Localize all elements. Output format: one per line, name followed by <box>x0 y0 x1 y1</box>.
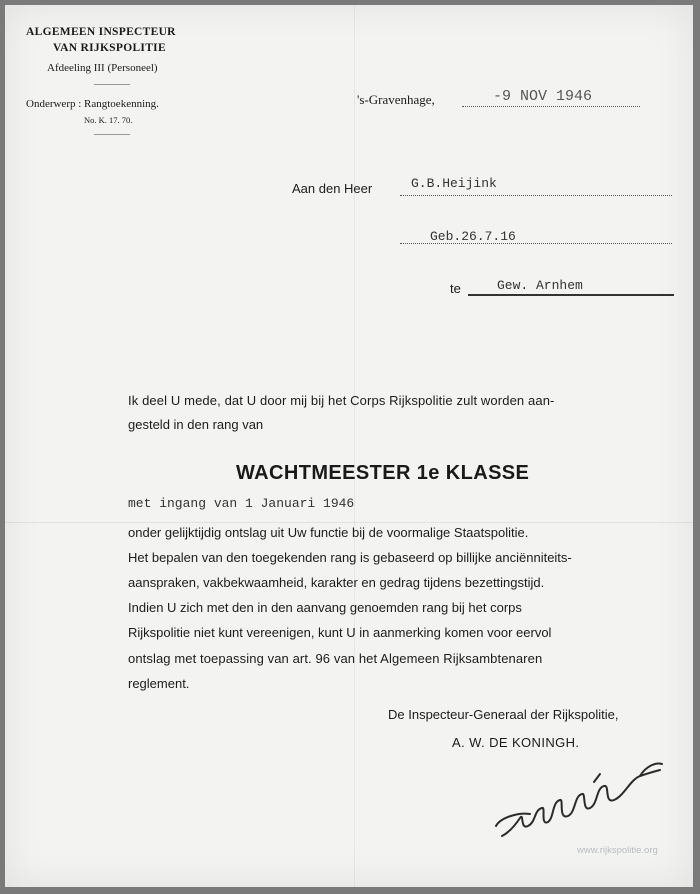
intro-line-1: Ik deel U mede, dat U door mij bij het Corps Rijkspolitie zult worden aan- <box>128 393 555 408</box>
fold-line-horizontal <box>5 522 693 523</box>
letterhead-department: Afdeeling III (Personeel) <box>47 62 158 74</box>
letterhead-divider <box>94 84 130 85</box>
addressee-name: G.B.Heijink <box>411 176 497 191</box>
watermark-url: www.rijkspolitie.org <box>577 845 658 856</box>
location-label: te <box>450 281 461 296</box>
body-line: Het bepalen van den toegekenden rang is gebaseerd op billijke anciënniteits- <box>128 550 572 565</box>
body-line: Rijkspolitie niet kunt vereenigen, kunt U in aanmerking komen voor eervol <box>128 625 552 640</box>
body-line: ontslag met toepassing van art. 96 van het Algemeen Rijksambtenaren <box>128 651 543 666</box>
signatory-title: De Inspecteur-Generaal der Rijkspolitie, <box>388 707 619 722</box>
letterhead-line2: VAN RIJKSPOLITIE <box>53 42 166 54</box>
reference-divider <box>94 134 130 135</box>
signatory-name: A. W. DE KONINGH. <box>452 735 580 750</box>
addressee-birth: Geb.26.7.16 <box>430 229 516 244</box>
rank-title: WACHTMEESTER 1e KLASSE <box>236 462 530 484</box>
body-line: aanspraken, vakbekwaamheid, karakter en gedrag tijdens bezettingstijd. <box>128 575 545 590</box>
addressee-label: Aan den Heer <box>292 181 373 196</box>
place-label: 's-Gravenhage, <box>357 92 435 107</box>
effective-date-line: met ingang van 1 Januari 1946 <box>128 496 355 511</box>
body-line: Indien U zich met den in den aanvang genoemden rang bij het corps <box>128 600 522 615</box>
intro-line-2: gesteld in den rang van <box>128 417 264 432</box>
date-stamp: -9 NOV 1946 <box>493 88 593 105</box>
handwritten-signature <box>490 752 670 844</box>
letterhead-line1: ALGEMEEN INSPECTEUR <box>26 26 176 38</box>
subject-line: Onderwerp : Rangtoekenning. <box>26 98 159 110</box>
date-dotted-line <box>462 106 640 107</box>
fold-line-vertical <box>354 5 355 887</box>
addressee-dotted-line <box>400 195 672 196</box>
addressee-location: Gew. Arnhem <box>497 278 583 293</box>
body-line: reglement. <box>128 676 190 691</box>
location-underline <box>468 294 674 296</box>
reference-number: No. K. 17. 70. <box>84 115 133 125</box>
body-line: onder gelijktijdig ontslag uit Uw functie bij de voormalige Staatspolitie. <box>128 525 529 540</box>
